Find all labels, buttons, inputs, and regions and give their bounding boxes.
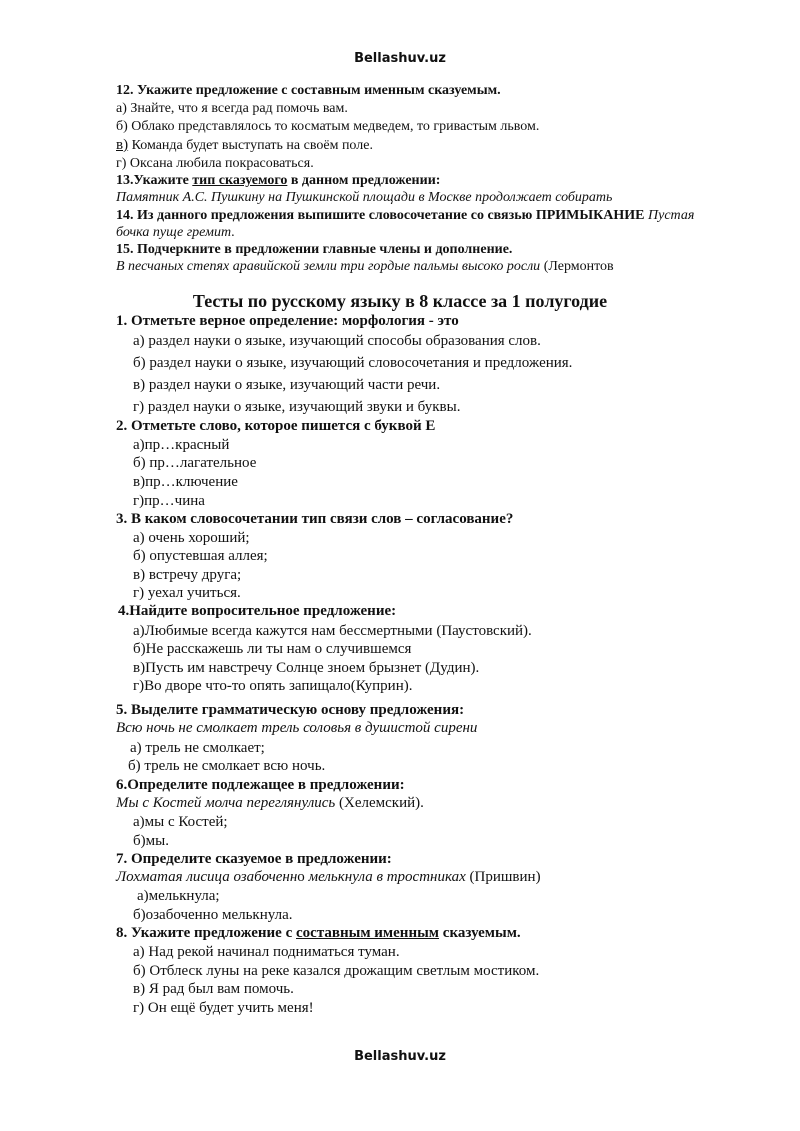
q4-option-d: г)Во дворе что-то опять запищало(Куприн).: [133, 678, 413, 694]
test-title: Тесты по русскому языку в 8 классе за 1 полугодие: [192, 291, 608, 311]
q7-option-a: а)мелькнула;: [137, 888, 220, 904]
q14-sentence-part1: Пустая: [644, 208, 695, 223]
q3-option-b: б) опустевшая аллея;: [133, 548, 268, 564]
q13-title: [116, 172, 440, 189]
q3-option-a: а) очень хороший;: [133, 530, 250, 546]
page-footer: Bellashuv.uz: [354, 1049, 446, 1064]
q1-option-a: а) раздел науки о языке, изучающий способы образования слов.: [133, 333, 541, 349]
q4-title: 4.Найдите вопросительное предложение:: [118, 603, 397, 619]
q8-option-c: в) Я рад был вам помочь.: [133, 981, 294, 997]
q6-sentence: [116, 795, 424, 812]
q7-author: (Пришвин): [465, 869, 541, 885]
q12-option-c-text: Команда будет выступать на своём поле.: [128, 138, 373, 153]
q15-title: 15. Подчеркните в предложении главные члены и дополнение.: [116, 242, 513, 257]
q15-author: (Лермонтов: [540, 259, 614, 274]
q4-option-a: а)Любимые всегда кажутся нам бессмертными (Паустовский).: [133, 623, 532, 639]
q14-sentence-part2: бочка пуще гремит: [116, 225, 232, 240]
q8-title-part3: сказуемым.: [439, 925, 521, 941]
q3-option-d: г) уехал учиться.: [133, 585, 241, 601]
q3-title: 3. В каком словосочетании тип связи слов – согласование?: [116, 511, 514, 527]
q12-option-d: г) Оксана любила покрасоваться.: [116, 156, 314, 171]
q5-title: 5. Выделите грамматическую основу предложения:: [116, 702, 465, 718]
q6-option-b: б)мы.: [133, 833, 169, 849]
q14-title: [116, 207, 694, 224]
q8-title-part2: составным именным: [296, 925, 440, 941]
page-header: Bellashuv.uz: [354, 51, 446, 66]
q12-option-b: б) Облако представлялось то косматым медведем, то гривастым львом.: [116, 119, 540, 134]
q2-option-c: в)пр…ключение: [133, 474, 238, 490]
q14-title-bold: 14. Из данного предложения выпишите словосочетание со связью ПРИМЫКАНИЕ: [116, 208, 645, 223]
q6-author: (Хелемский).: [335, 795, 424, 811]
q7-sentence-part1: Лохматая лисица озабоченн: [116, 869, 298, 885]
q13-title-part3: в данном предложении:: [287, 173, 441, 188]
q6-title: 6.Определите подлежащее в предложении:: [116, 777, 405, 793]
q13-title-part2: тип сказуемого: [192, 173, 288, 188]
q1-option-d: г) раздел науки о языке, изучающий звуки и буквы.: [133, 399, 461, 415]
q4-option-b: б)Не расскажешь ли ты нам о случившемся: [133, 641, 412, 657]
q2-option-d: г)пр…чина: [133, 493, 205, 509]
q15-sentence-text: В песчаных степях аравийской земли три гордые пальмы высоко росли: [116, 259, 541, 274]
q7-sentence-part2: о: [297, 869, 305, 885]
q13-sentence: Памятник А.С. Пушкину на Пушкинской площади в Москве продолжает собирать: [116, 190, 613, 205]
q2-option-a: а)пр…красный: [133, 437, 230, 453]
q14-sentence: [116, 224, 235, 241]
q8-title: [116, 925, 521, 942]
q15-sentence: [116, 258, 614, 275]
q3-option-c: в) встречу друга;: [133, 567, 242, 583]
q12-option-c-letter: в): [116, 137, 129, 153]
q1-option-b: б) раздел науки о языке, изучающий словосочетания и предложения.: [133, 355, 573, 371]
q8-option-d: г) Он ещё будет учить меня!: [133, 1000, 314, 1016]
q8-option-b: б) Отблеск луны на реке казался дрожащим светлым мостиком.: [133, 963, 540, 979]
q14-sentence-tail: .: [231, 225, 235, 240]
q12-option-a: а) Знайте, что я всегда рад помочь вам.: [116, 101, 348, 116]
q1-title: 1. Отметьте верное определение: морфология - это: [116, 313, 459, 329]
q6-option-a: а)мы с Костей;: [133, 814, 228, 830]
q5-option-b: б) трель не смолкает всю ночь.: [128, 758, 326, 774]
q6-sentence-text: Мы с Костей молча переглянулись: [116, 795, 336, 811]
q12-title: 12. Укажите предложение с составным именным сказуемым.: [116, 83, 501, 98]
q13-title-part1: 13.Укажите: [116, 173, 193, 188]
q12-option-c: [116, 137, 373, 154]
q7-option-b: б)озабоченно мелькнула.: [133, 907, 293, 923]
q1-option-c: в) раздел науки о языке, изучающий части речи.: [133, 377, 441, 393]
q7-sentence: [116, 869, 541, 886]
q4-option-c: в)Пусть им навстречу Солнце зноем брызнет (Дудин).: [133, 660, 480, 676]
q7-sentence-part3: мелькнула в тростниках: [304, 869, 466, 885]
q5-option-a: а) трель не смолкает;: [130, 740, 265, 756]
q7-title: 7. Определите сказуемое в предложении:: [116, 851, 392, 867]
q2-title: 2. Отметьте слово, которое пишется с буквой Е: [116, 418, 436, 434]
q5-sentence: Всю ночь не смолкает трель соловья в душистой сирени: [116, 720, 478, 736]
q8-option-a: а) Над рекой начинал подниматься туман.: [133, 944, 400, 960]
q2-option-b: б) пр…лагательное: [133, 455, 257, 471]
q8-title-part1: 8. Укажите предложение с: [116, 925, 296, 941]
